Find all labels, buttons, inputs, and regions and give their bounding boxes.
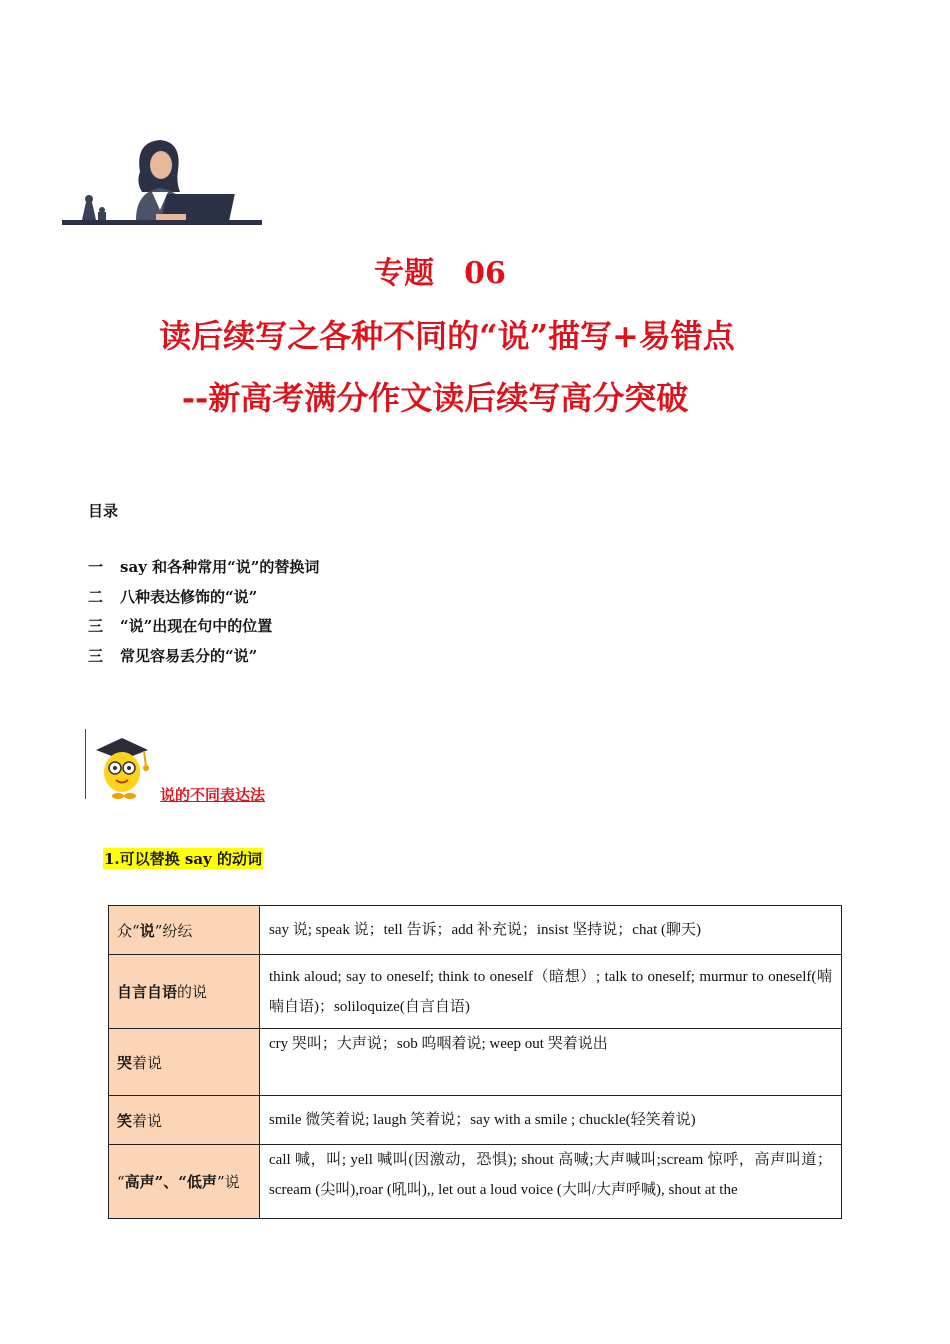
row-content: smile 微笑着说; laugh 笑着说；say with a smile ; chuckle(轻笑着说) (260, 1096, 842, 1145)
row-content: cry 哭叫；大声说；sob 呜咽着说; weep out 哭着说出 (260, 1029, 842, 1096)
row-content: think aloud; say to oneself; think to oneself（暗想）; talk to oneself; murmur to oneself(喃喃自语)；soliloquize(自言自语) (260, 955, 842, 1029)
woman-at-laptop-illustration (60, 132, 270, 232)
table-row (109, 1096, 842, 1145)
row-label: 笑着说 (109, 1096, 260, 1145)
graduate-mascot-icon (88, 728, 154, 800)
row-label: “高声”、“低声”说 (109, 1145, 260, 1219)
row-label: 众“说”纷纭 (109, 906, 260, 955)
toc-heading: 目录 (88, 502, 119, 520)
subsection-title: 1.可以替换 say 的动词 (104, 850, 262, 868)
row-label: 自言自语的说 (109, 955, 260, 1029)
table-row (109, 1145, 842, 1219)
row-content: call 喊，叫; yell 喊叫(因激动，恐惧); shout 高喊;大声喊叫;scream 惊呼，高声叫道；scream (尖叫),roar (吼叫),, let out a loud voice (大叫/大声呼喊), shout at the (260, 1145, 842, 1219)
topic-number-title: 专题 06 (374, 256, 506, 291)
table-of-contents (88, 556, 319, 674)
toc-item[interactable]: 三 “说”出现在句中的位置 (88, 617, 273, 635)
toc-item[interactable]: 一 say 和各种常用“说”的替换词 (88, 558, 320, 576)
table-row (109, 955, 842, 1029)
row-content: say 说; speak 说；tell 告诉；add 补充说；insist 坚持说；chat (聊天) (260, 906, 842, 955)
main-title: 读后续写之各种不同的“说”描写+易错点 (159, 317, 735, 355)
row-label: 哭着说 (109, 1029, 260, 1096)
table-row (109, 1029, 842, 1096)
section-divider (85, 729, 86, 799)
toc-item[interactable]: 三 常见容易丢分的“说” (88, 646, 258, 665)
say-synonyms-table (108, 905, 842, 1219)
toc-item[interactable]: 二 八种表达修饰的“说” (88, 587, 258, 606)
table-row (109, 906, 842, 955)
section-title: 说的不同表达法 (160, 786, 266, 804)
sub-main-title: --新高考满分作文读后续写高分突破 (181, 379, 689, 417)
